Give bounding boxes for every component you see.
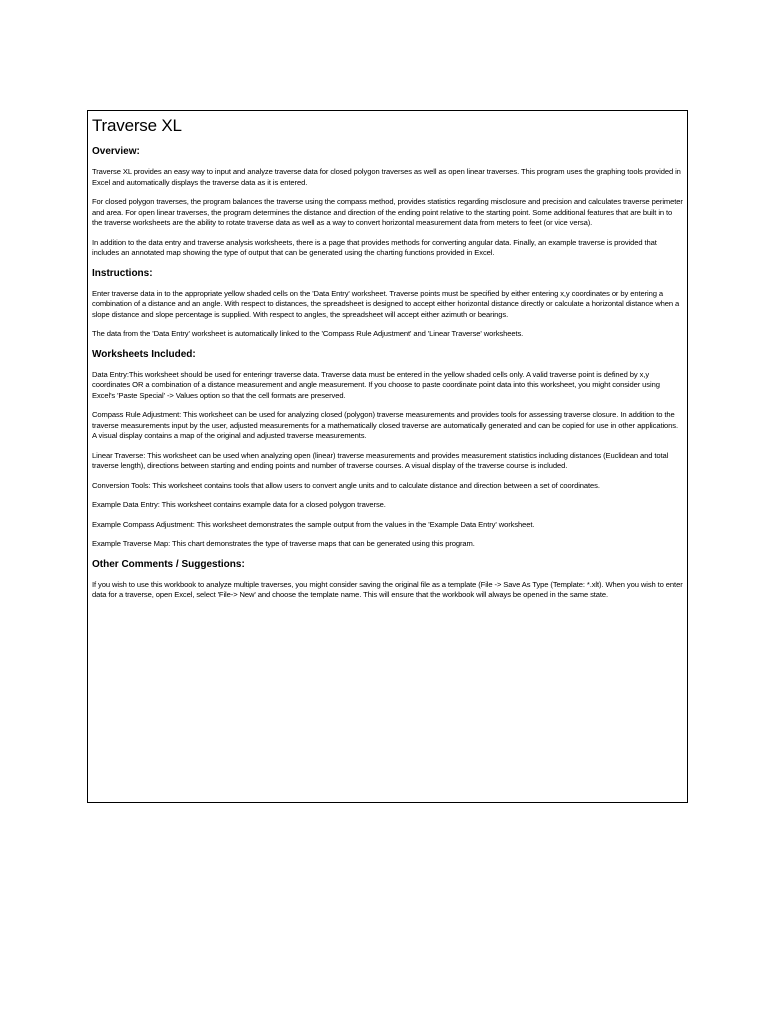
paragraph: Enter traverse data in to the appropriate yellow shaded cells on the 'Data Entry' worksheet. Traverse points must be specified by either entering x,y coordinates or by entering a combination of a distance and an angle. With respect to distances, the spreadsheet is designed to accept either horizontal distance directly or calculate a horizontal distance when a slope distance and slope percentage is supplied. With respect to angles, the spreadsheet will accept either azimuth or bearings. xyxy=(92,288,680,319)
paragraph: Example Data Entry: This worksheet contains example data for a closed polygon traverse. xyxy=(92,500,386,509)
section-worksheets-included xyxy=(92,349,684,550)
section-heading: Overview: xyxy=(92,146,140,157)
paragraph: The data from the 'Data Entry' worksheet is automatically linked to the 'Compass Rule Adjustment' and 'Linear Traverse' worksheets. xyxy=(92,329,524,338)
paragraph: Example Compass Adjustment: This worksheet demonstrates the sample output from the values in the 'Example Data Entry' worksheet. xyxy=(92,519,535,529)
section-overview xyxy=(92,146,684,259)
paragraph: Data Entry:This worksheet should be used for enteringr traverse data. Traverse data must be entered in the yellow shaded cells only. A valid traverse point is defined by x,y coordinates OR a combination of a distance measurement and angle measurement. If you choose to paste coordinate point data into this worksheet, you might consider using Excel's 'Paste Special' -> Values option so that the cell formats are preserved. xyxy=(92,369,660,400)
paragraph: Traverse XL provides an easy way to input and analyze traverse data for closed polygon traverses as well as open linear traverses. This program uses the graphing tools provided in Excel and automatically displays the traverse data as it is entered. xyxy=(92,167,681,187)
section-heading: Instructions: xyxy=(92,267,153,279)
paragraph: For closed polygon traverses, the program balances the traverse using the compass method, provides statistics regarding misclosure and precision and calculates traverse perimeter and area. For open linear traverses, the program determines the distance and direction of the ending point relative to the starting point. Some additional features that are built in to the traverse worksheets are the ability to rotate traverse data as well as a way to convert horizontal measurement data from meters to feet (or vice versa). xyxy=(92,197,683,227)
paragraph: Compass Rule Adjustment: This worksheet can be used for analyzing closed (polygon) traverse measurements and provides tools for assessing traverse closure. In addition to the traverse measurements input by the user, adjusted measurements for a mathematically closed traverse are automatically generated and can be copied for use in other applications. A visual display contains a map of the original and adjusted traverse measurements. xyxy=(92,410,679,440)
document-frame xyxy=(87,110,688,803)
section-instructions xyxy=(92,268,684,340)
section-heading: Other Comments / Suggestions: xyxy=(92,558,245,570)
paragraph: If you wish to use this workbook to analyze multiple traverses, you might consider saving the original file as a template (File -> Save As Type (Template: *.xlt). When you wish to enter data for a traverse, open Excel, select 'File-> New' and choose the template name. This will ensure that the workbook will always be opened in the same state. xyxy=(92,579,683,599)
paragraph: In addition to the data entry and traverse analysis worksheets, there is a page that provides methods for converting angular data. Finally, an example traverse is provided that includes an annotated map showing the type of output that can be generated using the charting functions provided in Excel. xyxy=(92,237,657,257)
section-other-comments xyxy=(92,559,684,601)
paragraph: Example Traverse Map: This chart demonstrates the type of traverse maps that can be generated using this program. xyxy=(92,539,475,548)
document-title: Traverse XL xyxy=(92,116,182,135)
section-heading: Worksheets Included: xyxy=(92,348,196,360)
paragraph: Conversion Tools: This worksheet contains tools that allow users to convert angle units and to calculate distance and direction between a set of coordinates. xyxy=(92,480,600,490)
paragraph: Linear Traverse: This worksheet can be used when analyzing open (linear) traverse measurements and provides measurement statistics including distances (Euclidean and total traverse length), directions between starting and ending points and number of traverse courses. A visual display of the traverse course is included. xyxy=(92,450,669,470)
